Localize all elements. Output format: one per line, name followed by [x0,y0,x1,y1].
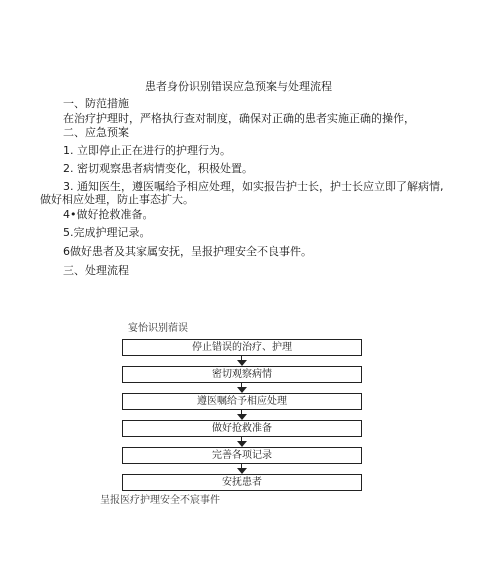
flow-step-3: 遵医嘱给予相应处理 [122,393,362,410]
flow-arrow-1 [237,356,247,366]
flow-step-2: 密切观察病情 [122,366,362,383]
flow-arrow-3 [237,410,247,420]
flow-arrow-5 [237,464,247,474]
flow-step-1: 停止错误的治疗、护理 [122,339,362,356]
emergency-item-2: 2. 密切观察患者病情变化，积极处置。 [63,162,253,175]
flow-arrow-2 [237,383,247,393]
flow-step-5: 完善各项记录 [122,447,362,464]
emergency-item-3: 3. 通知医生，遵医嘱给予相应处理，如实报告护士长，护士长应立即了解病情, [63,180,444,193]
flow-step-6: 安抚患者 [122,474,362,491]
section-heading-emergency: 二、应急预案 [63,126,129,139]
emergency-item-5: 5.完成护理记录。 [63,226,151,239]
flowchart-caption: 宴怡识别蓿误 [128,323,188,334]
section-heading-prevention: 一、防范措施 [63,97,129,110]
emergency-item-4: 4•做好抢救准备。 [63,208,154,221]
section-heading-flow: 三、处理流程 [63,264,129,277]
prevention-text: 在治疗护理时，严格执行查对制度，确保对正确的患者实施正确的操作， [63,112,415,125]
flowchart-footer: 呈报医疗护理安全不宸事件 [100,495,220,506]
emergency-item-3-continued: 做好相应处理，防止事态扩大。 [40,193,194,206]
flow-step-4: 做好抢救准备 [122,420,362,437]
document-title: 患者身份识别错误应急预案与处理流程 [145,80,332,93]
flow-arrow-4 [237,437,247,447]
emergency-item-1: 1. 立即停止正在进行的护理行为。 [63,144,231,157]
emergency-item-6: 6做好患者及其家属安抚，呈报护理安全不良事件。 [63,245,312,258]
